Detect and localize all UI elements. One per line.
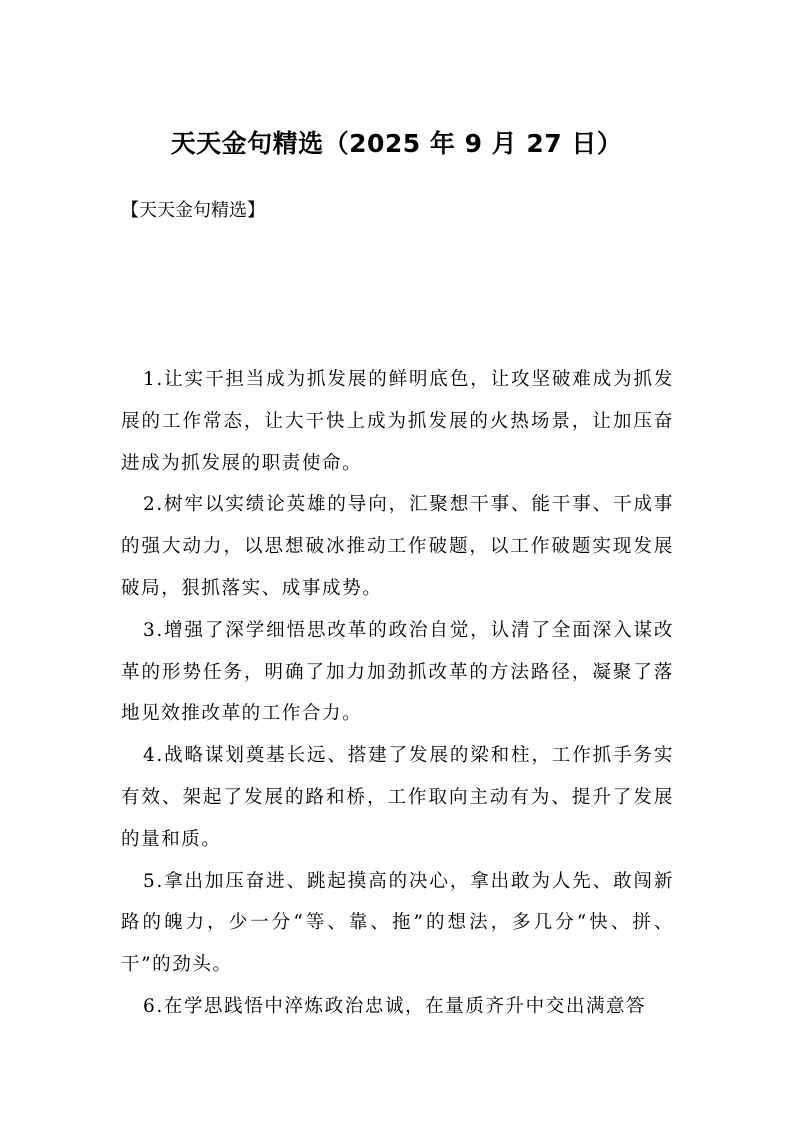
paragraph-3: 3.增强了深学细悟思改革的政治自觉，认清了全面深入谋改革的形势任务，明确了加力加劲抓改革的方法路径，凝聚了落地见效推改革的工作合力。 xyxy=(121,619,674,725)
paragraph-6: 6.在学思践悟中淬炼政治忠诚，在量质齐升中交出满意答 xyxy=(143,995,647,1017)
paragraph-4: 4.战略谋划奠基长远、搭建了发展的梁和柱，工作抓手务实有效、架起了发展的路和桥，工作取向主动有为、提升了发展的量和质。 xyxy=(121,745,674,850)
document-title: 天天金句精选（2025 年 9 月 27 日） xyxy=(170,129,623,158)
paragraph-2: 2.树牢以实绩论英雄的导向，汇聚想干事、能干事、干成事的强大动力，以思想破冰推动工作破题，以工作破题实现发展破局，狠抓落实、成事成势。 xyxy=(121,494,674,599)
section-label: 【天天金句精选】 xyxy=(121,200,265,221)
document-body xyxy=(121,359,674,1028)
paragraph-5: 5.拿出加压奋进、跳起摸高的决心，拿出敢为人先、敢闯新路的魄力，少一分“等、靠、拖”的想法，多几分“快、拼、干”的劲头。 xyxy=(121,870,674,976)
paragraph-1: 1.让实干担当成为抓发展的鲜明底色，让攻坚破难成为抓发展的工作常态，让大干快上成为抓发展的火热场景，让加压奋进成为抓发展的职责使命。 xyxy=(121,369,674,474)
